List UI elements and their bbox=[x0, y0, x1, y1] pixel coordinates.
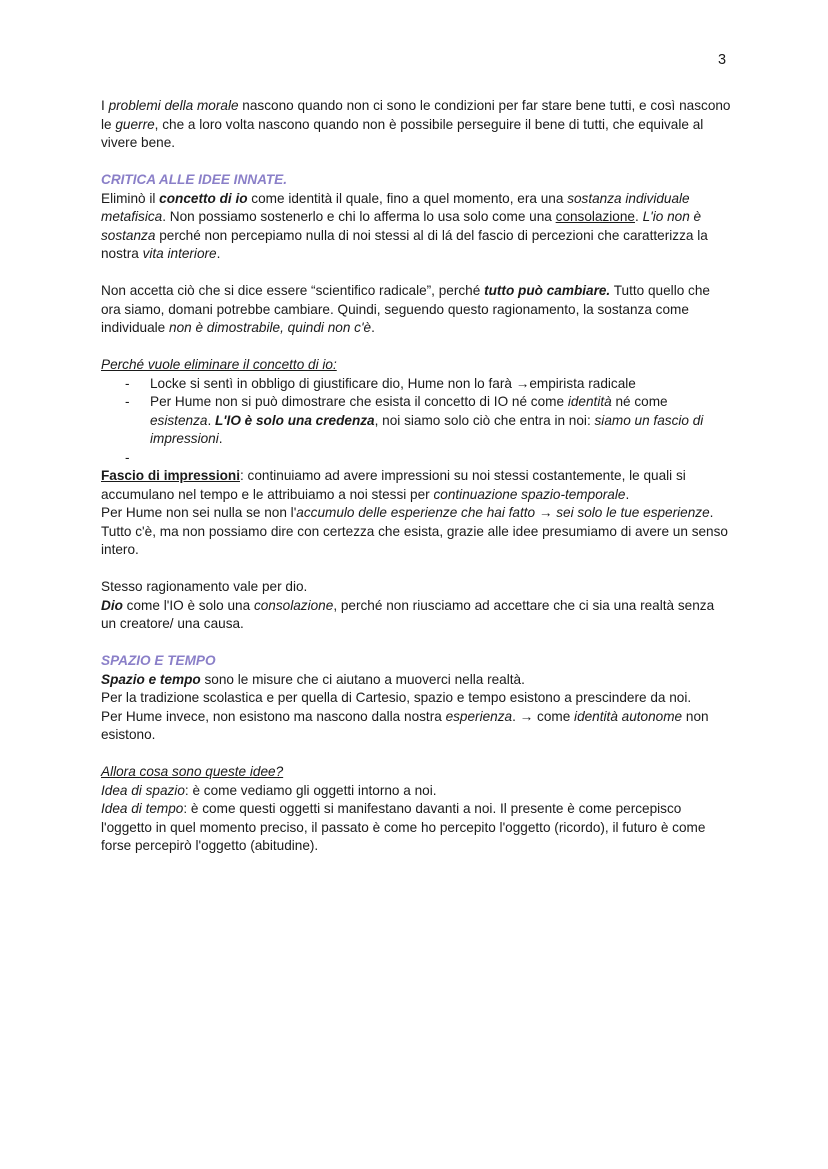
paragraph-spazio-tempo bbox=[101, 671, 731, 690]
text-span: Tutto quello che ora siamo, domani potrebbe cambiare. Quindi, seguendo questo ragionamento, la sostanza come individuale bbox=[101, 283, 710, 335]
emphasis: identità bbox=[567, 394, 612, 409]
text-span: : continuiamo ad avere impressioni su noi stessi costantemente, le quali si accumulano nel tempo e le attribuiamo a noi stessi per bbox=[101, 468, 686, 502]
text-span: nascono quando non ci sono le condizioni per far stare bene tutti, e così nascono le bbox=[101, 98, 731, 132]
strong-emphasis: Spazio e tempo bbox=[101, 671, 201, 687]
spacer bbox=[101, 264, 731, 283]
text-span: , che a loro volta nascono quando non è possibile perseguire il bene di tutti, che equivale al vivere bene. bbox=[101, 116, 704, 150]
text-span: . bbox=[635, 209, 643, 224]
spacer bbox=[101, 560, 731, 579]
section-heading-critica: CRITICA ALLE IDEE INNATE. bbox=[101, 172, 288, 187]
text-span: Per Hume non si può dimostrare che esista il concetto di IO né come bbox=[150, 394, 568, 409]
text-span: . bbox=[625, 486, 630, 502]
text-span: non esistono. bbox=[101, 708, 709, 742]
text-span: sono le misure che ci aiutano a muoverci nella realtà. bbox=[200, 671, 525, 687]
text-span: come l'IO è solo una bbox=[122, 597, 254, 613]
text-span: : è come questi oggetti si manifestano davanti a noi. Il presente è come percepisco l'oggetto in quel momento preciso, il passato è come ho percepito l'oggetto (ricordo), il futuro è come forse percepirò l'oggetto (abitudine). bbox=[101, 801, 706, 853]
emphasis: continuazione spazio-temporale bbox=[433, 486, 626, 502]
text-span: . bbox=[207, 412, 215, 428]
strong-emphasis: tutto può cambiare. bbox=[484, 283, 611, 298]
text-span: . bbox=[709, 505, 714, 520]
paragraph-tutto-ce: Tutto c'è, ma non possiamo dire con certezza che esista, grazie alle idee presumiamo di avere un senso intero. bbox=[101, 523, 728, 557]
text-span: : è come vediamo gli oggetti intorno a noi. bbox=[184, 782, 437, 798]
strong-emphasis: concetto di io bbox=[159, 190, 248, 206]
page-number: 3 bbox=[718, 52, 727, 68]
strong-emphasis: L'IO è solo una credenza bbox=[215, 412, 375, 428]
paragraph-tradizione: Per la tradizione scolastica e per quella di Cartesio, spazio e tempo esistono a prescindere da noi. bbox=[101, 690, 692, 705]
text-span: . Non possiamo sostenerlo e chi lo afferma lo usa solo come una bbox=[162, 209, 556, 224]
text-span: , noi siamo solo ciò che entra in noi: bbox=[374, 412, 595, 428]
paragraph-idea-tempo bbox=[101, 800, 731, 856]
paragraph-hume-invece bbox=[101, 708, 731, 745]
emphasis: Perché vuole eliminare il concetto di io: bbox=[101, 357, 337, 372]
paragraph-scientifico-radicale bbox=[101, 282, 731, 338]
paragraph-concetto-io bbox=[101, 190, 731, 264]
emphasis: Idea di spazio bbox=[101, 782, 185, 798]
paragraph-stesso-ragionamento: Stesso ragionamento vale per dio. bbox=[101, 579, 308, 594]
spacer bbox=[101, 745, 731, 764]
strong-emphasis: Dio bbox=[101, 597, 123, 613]
text-span: . bbox=[371, 320, 375, 335]
emphasis: L'io non è sostanza bbox=[101, 209, 702, 243]
spacer bbox=[101, 634, 731, 653]
emphasis: guerre bbox=[115, 116, 155, 132]
bold-underlined-term: Fascio di impressioni bbox=[101, 468, 240, 483]
paragraph-fascio bbox=[101, 467, 731, 504]
list-item bbox=[150, 393, 731, 449]
emphasis: siamo un fascio di impressioni bbox=[150, 412, 704, 446]
emphasis: consolazione bbox=[253, 597, 334, 613]
spacer bbox=[101, 338, 731, 357]
text-span: . → come bbox=[512, 708, 575, 724]
emphasis: Idea di tempo bbox=[101, 801, 184, 816]
text-span: I bbox=[101, 98, 109, 113]
paragraph-idea-spazio bbox=[101, 782, 731, 801]
text-span: né come bbox=[611, 394, 668, 409]
text-span: Non accetta ciò che si dice essere “scientifico radicale”, perché bbox=[101, 283, 485, 298]
section-heading-spazio-tempo: SPAZIO E TEMPO bbox=[101, 653, 216, 668]
intro-paragraph bbox=[101, 97, 731, 153]
subheading-allora bbox=[101, 763, 731, 782]
emphasis: problemi della morale bbox=[108, 98, 239, 113]
subheading-perche bbox=[101, 356, 731, 375]
list-item: - Locke si sentì in obbligo di giustificare dio, Hume non lo farà →empirista radicale bbox=[150, 375, 731, 394]
text-span: . bbox=[218, 431, 223, 446]
spacer bbox=[101, 153, 731, 172]
text-span: Eliminò il bbox=[101, 190, 160, 206]
emphasis: esperienza bbox=[445, 708, 513, 724]
emphasis: non è dimostrabile, quindi non c'è bbox=[169, 320, 372, 335]
text-span: perché non percepiamo nulla di noi stessi al di lá del fascio di percezioni che caratterizza la nostra bbox=[101, 227, 708, 261]
page-content bbox=[101, 97, 731, 856]
emphasis: sostanza individuale metafisica bbox=[101, 190, 690, 224]
emphasis: esistenza bbox=[150, 412, 208, 428]
emphasis: Allora cosa sono queste idee? bbox=[101, 764, 284, 779]
emphasis: vita interiore bbox=[142, 246, 217, 261]
bullet-list bbox=[101, 375, 731, 468]
underlined-text: consolazione bbox=[555, 209, 635, 224]
list-item-empty bbox=[150, 449, 731, 468]
emphasis: accumulo delle esperienze che hai fatto → sei solo le tue esperienze bbox=[296, 505, 710, 520]
paragraph-accumulo bbox=[101, 504, 731, 523]
text-span: , perché non riusciamo ad accettare che ci sia una realtà senza un creatore/ una causa. bbox=[101, 597, 715, 631]
paragraph-dio bbox=[101, 597, 731, 634]
emphasis: identità autonome bbox=[574, 708, 683, 724]
text-span: Per Hume non sei nulla se non l' bbox=[101, 505, 297, 520]
text-span: come identità il quale, fino a quel momento, era una bbox=[247, 190, 568, 206]
text-span: . bbox=[216, 246, 221, 261]
text-span: Per Hume invece, non esistono ma nascono dalla nostra bbox=[101, 708, 446, 724]
